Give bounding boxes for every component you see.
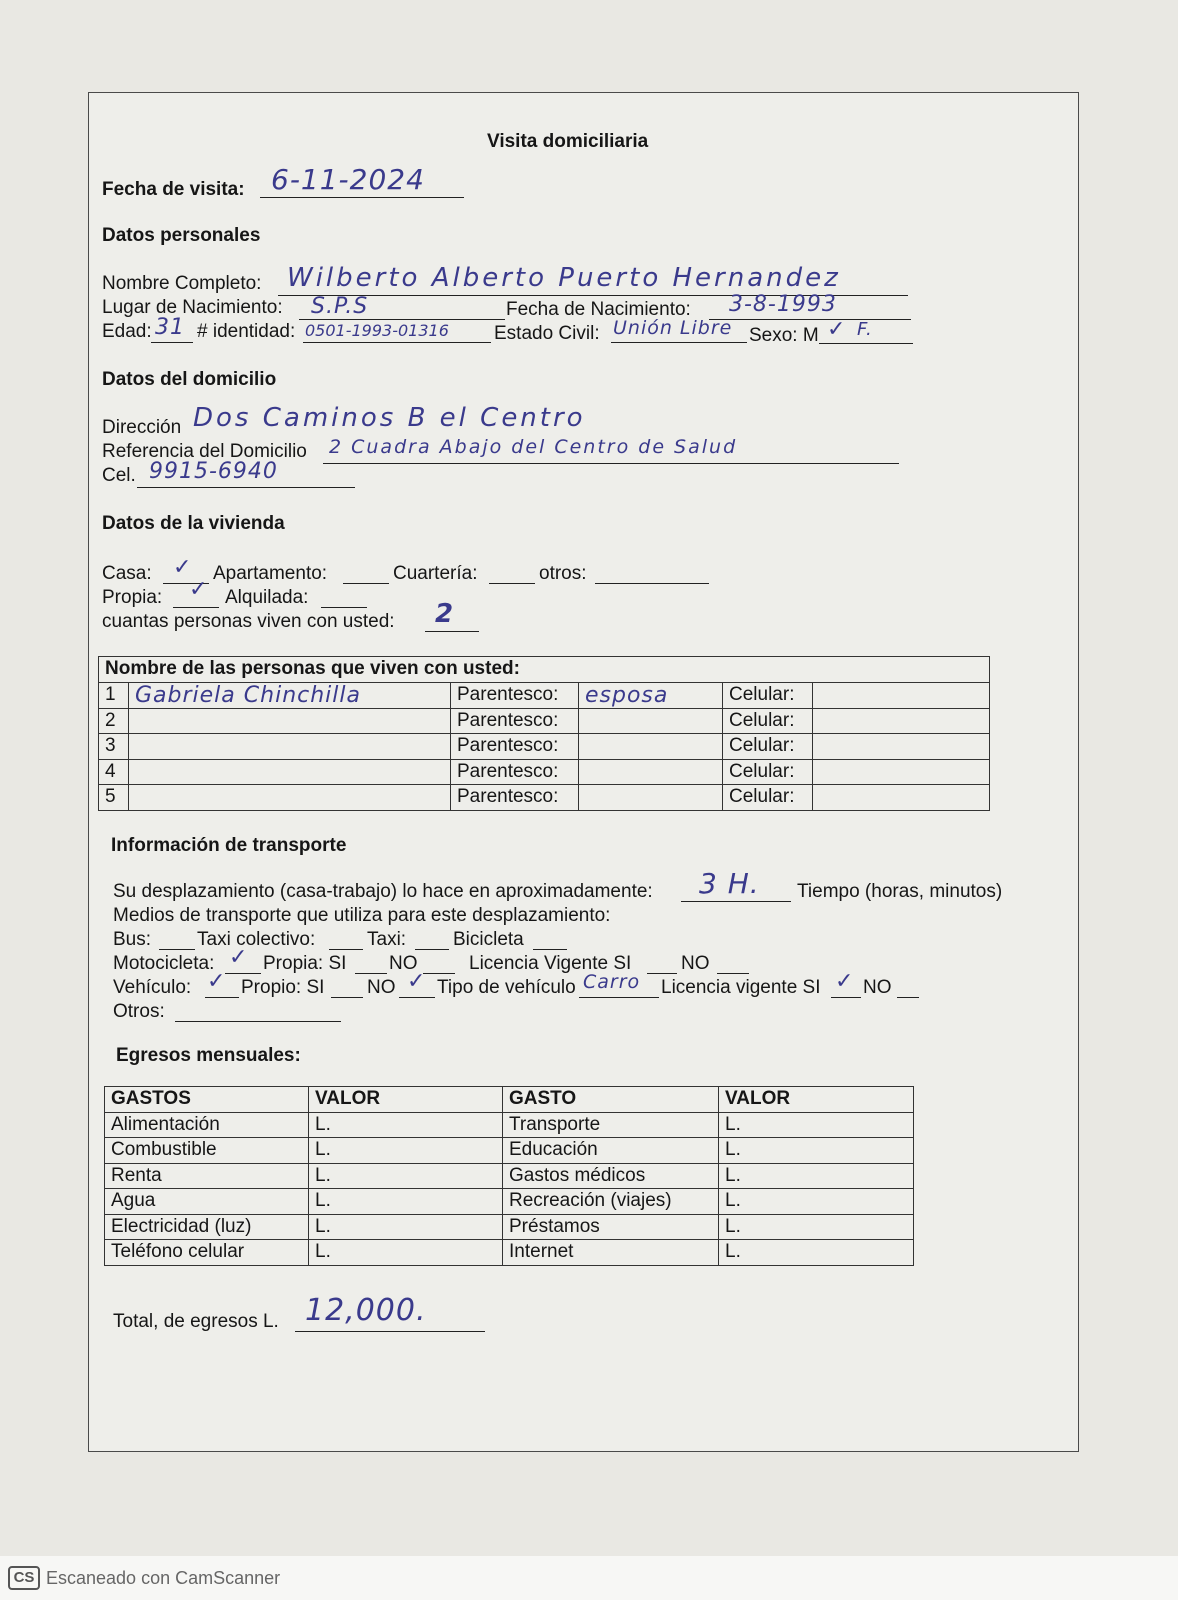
form-page — [88, 92, 1079, 1452]
id-label: # identidad: — [197, 321, 296, 342]
phone-column-label: Celular: — [723, 708, 813, 734]
visit-date-label: Fecha de visita: — [102, 179, 245, 200]
expense-currency: L. — [309, 1138, 503, 1164]
expenses-header-row — [105, 1087, 914, 1113]
motorcycle-label: Motocicleta: — [113, 953, 215, 974]
vehicle-own-label: Propio: SI — [241, 977, 325, 998]
name-label: Nombre Completo: — [102, 273, 262, 294]
vehicle-license-no-label: NO — [863, 977, 892, 998]
motorcycle-license-label: Licencia Vigente SI — [469, 953, 632, 974]
bicycle-line — [533, 949, 567, 950]
commute-label: Su desplazamiento (casa-trabajo) lo hace en aproximadamente: — [113, 881, 653, 902]
shared-taxi-label: Taxi colectivo: — [197, 929, 316, 950]
motorcycle-check: ✓ — [229, 945, 249, 970]
other-transport-line — [175, 1021, 341, 1022]
expense-name: Agua — [105, 1189, 309, 1215]
phone-column-label: Celular: — [723, 785, 813, 811]
id-value: 0501-1993-01316 — [305, 321, 449, 340]
own-line — [173, 607, 219, 608]
table-row — [105, 1189, 914, 1215]
total-value: 12,000. — [305, 1293, 427, 1328]
table-row — [99, 682, 990, 708]
commute-line — [681, 901, 791, 902]
address-value: Dos Caminos B el Centro — [193, 403, 586, 433]
expenses-table — [104, 1086, 914, 1266]
expense-name: Renta — [105, 1163, 309, 1189]
expense-name: Teléfono celular — [105, 1240, 309, 1266]
means-label: Medios de transporte que utiliza para este desplazamiento: — [113, 905, 611, 926]
cuarteria-label: Cuartería: — [393, 563, 478, 584]
relation-value — [579, 759, 723, 785]
form-title: Visita domiciliaria — [487, 131, 649, 152]
birthdate-label: Fecha de Nacimiento: — [506, 299, 691, 320]
expense-currency: L. — [719, 1214, 914, 1240]
persons-line — [425, 631, 479, 632]
total-label: Total, de egresos L. — [113, 1311, 279, 1332]
relation-value — [579, 785, 723, 811]
person-name — [129, 734, 451, 760]
vehicle-own-yes-line — [331, 997, 363, 998]
relation-label: Parentesco: — [451, 708, 579, 734]
vehicle-check: ✓ — [207, 969, 227, 994]
address-label: Dirección — [102, 417, 182, 438]
table-row — [105, 1138, 914, 1164]
expense-name: Combustible — [105, 1138, 309, 1164]
expense-currency: L. — [719, 1163, 914, 1189]
person-phone — [813, 785, 990, 811]
other-transport-label: Otros: — [113, 1001, 165, 1022]
rented-line — [321, 607, 367, 608]
expense-name: Electricidad (luz) — [105, 1214, 309, 1240]
person-phone — [813, 682, 990, 708]
relation-value — [579, 734, 723, 760]
expense-currency: L. — [309, 1214, 503, 1240]
expense-currency: L. — [309, 1240, 503, 1266]
vehicle-line — [205, 997, 239, 998]
taxi-label: Taxi: — [367, 929, 407, 950]
motorcycle-license-no-line — [717, 973, 749, 974]
person-phone — [813, 759, 990, 785]
visit-date-line — [260, 197, 464, 198]
birthplace-label: Lugar de Nacimiento: — [102, 297, 283, 318]
civil-status-value: Unión Libre — [613, 317, 733, 339]
vehicle-license-label: Licencia vigente SI — [661, 977, 821, 998]
relation-label: Parentesco: — [451, 759, 579, 785]
camscanner-logo-icon: CS — [8, 1566, 40, 1590]
value-column-header: VALOR — [309, 1087, 503, 1113]
expense-name: Transporte — [503, 1112, 719, 1138]
table-row — [99, 759, 990, 785]
motorcycle-own-no-label: NO — [389, 953, 418, 974]
person-phone — [813, 734, 990, 760]
id-line — [303, 342, 491, 343]
household-header: Nombre de las personas que viven con usted: — [99, 657, 990, 683]
table-row — [105, 1112, 914, 1138]
table-row — [105, 1163, 914, 1189]
persons-label: cuantas personas viven con usted: — [102, 611, 395, 632]
relation-label: Parentesco: — [451, 734, 579, 760]
row-number: 2 — [99, 708, 129, 734]
person-name — [129, 785, 451, 811]
birthdate-value: 3-8-1993 — [729, 292, 837, 317]
age-value: 31 — [155, 315, 185, 340]
bicycle-label: Bicicleta — [453, 929, 524, 950]
vehicle-license-yes-line — [831, 997, 861, 998]
sex-female-label: F. — [857, 319, 873, 340]
apartment-line — [343, 583, 389, 584]
scanner-footer — [0, 1556, 1178, 1600]
vehicle-own-no-line — [399, 997, 435, 998]
person-name: Gabriela Chinchilla — [129, 682, 451, 708]
vehicle-type-label: Tipo de vehículo — [437, 977, 576, 998]
birthplace-line — [299, 319, 505, 320]
bus-label: Bus: — [113, 929, 152, 950]
scanner-watermark-text: Escaneado con CamScanner — [46, 1568, 281, 1588]
relation-value — [579, 708, 723, 734]
age-label: Edad: — [102, 321, 152, 342]
sex-label: Sexo: M — [749, 325, 819, 346]
sex-line — [819, 343, 913, 344]
visit-date-value: 6-11-2024 — [271, 163, 425, 196]
persons-value: 2 — [435, 599, 455, 629]
vehicle-own-no-check: ✓ — [407, 969, 427, 994]
table-row — [99, 785, 990, 811]
phone-column-label: Celular: — [723, 682, 813, 708]
personal-heading: Datos personales — [102, 225, 261, 246]
row-number: 5 — [99, 785, 129, 811]
shared-taxi-line — [329, 949, 363, 950]
vehicle-license-check: ✓ — [835, 969, 855, 994]
table-row — [99, 708, 990, 734]
vehicle-license-no-line — [897, 997, 919, 998]
commute-value: 3 H. — [699, 867, 760, 900]
expense-name: Préstamos — [503, 1214, 719, 1240]
vehicle-type-line — [579, 997, 659, 998]
expense-currency: L. — [719, 1112, 914, 1138]
civil-status-label: Estado Civil: — [494, 323, 600, 344]
household-header-row — [99, 657, 990, 683]
motorcycle-license-yes-line — [647, 973, 677, 974]
apartment-label: Apartamento: — [213, 563, 328, 584]
rented-label: Alquilada: — [225, 587, 309, 608]
vehicle-own-no-label: NO — [367, 977, 396, 998]
total-line — [295, 1331, 485, 1332]
phone-value: 9915-6940 — [149, 459, 278, 484]
phone-label: Cel. — [102, 465, 136, 486]
expense-currency: L. — [719, 1189, 914, 1215]
house-check: ✓ — [173, 555, 193, 580]
expense-name: Recreación (viajes) — [503, 1189, 719, 1215]
age-line — [151, 342, 193, 343]
expense-name: Alimentación — [105, 1112, 309, 1138]
name-value: Wilberto Alberto Puerto Hernandez — [287, 263, 841, 293]
table-row — [105, 1214, 914, 1240]
house-label: Casa: — [102, 563, 152, 584]
expense-currency: L. — [309, 1189, 503, 1215]
motorcycle-own-no-line — [423, 973, 455, 974]
housing-heading: Datos de la vivienda — [102, 513, 285, 534]
expense-name: Educación — [503, 1138, 719, 1164]
domicile-heading: Datos del domicilio — [102, 369, 277, 390]
birthdate-line — [709, 319, 911, 320]
expense-column-header: GASTOS — [105, 1087, 309, 1113]
cuarteria-line — [489, 583, 535, 584]
expenses-heading: Egresos mensuales: — [116, 1045, 301, 1066]
expense-currency: L. — [309, 1163, 503, 1189]
person-name — [129, 759, 451, 785]
motorcycle-own-label: Propia: SI — [263, 953, 347, 974]
reference-value: 2 Cuadra Abajo del Centro de Salud — [329, 436, 738, 458]
household-table — [98, 656, 990, 811]
phone-column-label: Celular: — [723, 759, 813, 785]
motorcycle-license-no-label: NO — [681, 953, 710, 974]
reference-line — [323, 463, 899, 464]
expense-currency: L. — [309, 1112, 503, 1138]
value-column-header: VALOR — [719, 1087, 914, 1113]
bus-line — [159, 949, 195, 950]
row-number: 4 — [99, 759, 129, 785]
table-row — [105, 1240, 914, 1266]
motorcycle-own-yes-line — [355, 973, 387, 974]
relation-value: esposa — [579, 682, 723, 708]
taxi-line — [415, 949, 449, 950]
commute-unit: Tiempo (horas, minutos) — [797, 881, 1003, 902]
phone-line — [137, 487, 355, 488]
others-line — [595, 583, 709, 584]
expense-column-header: GASTO — [503, 1087, 719, 1113]
civil-status-line — [611, 342, 747, 343]
motorcycle-line — [225, 973, 261, 974]
expense-name: Gastos médicos — [503, 1163, 719, 1189]
relation-label: Parentesco: — [451, 682, 579, 708]
phone-column-label: Celular: — [723, 734, 813, 760]
own-check: ✓ — [189, 577, 209, 602]
reference-label: Referencia del Domicilio — [102, 441, 307, 462]
expense-name: Internet — [503, 1240, 719, 1266]
row-number: 3 — [99, 734, 129, 760]
expense-currency: L. — [719, 1240, 914, 1266]
vehicle-label: Vehículo: — [113, 977, 192, 998]
birthplace-value: S.P.S — [311, 294, 369, 319]
relation-label: Parentesco: — [451, 785, 579, 811]
transport-heading: Información de transporte — [111, 835, 347, 856]
vehicle-type-value: Carro — [583, 971, 641, 993]
others-label: otros: — [539, 563, 587, 584]
person-name — [129, 708, 451, 734]
row-number: 1 — [99, 682, 129, 708]
sex-mark: ✓ — [827, 317, 847, 342]
own-label: Propia: — [102, 587, 163, 608]
table-row — [99, 734, 990, 760]
expense-currency: L. — [719, 1138, 914, 1164]
person-phone — [813, 708, 990, 734]
